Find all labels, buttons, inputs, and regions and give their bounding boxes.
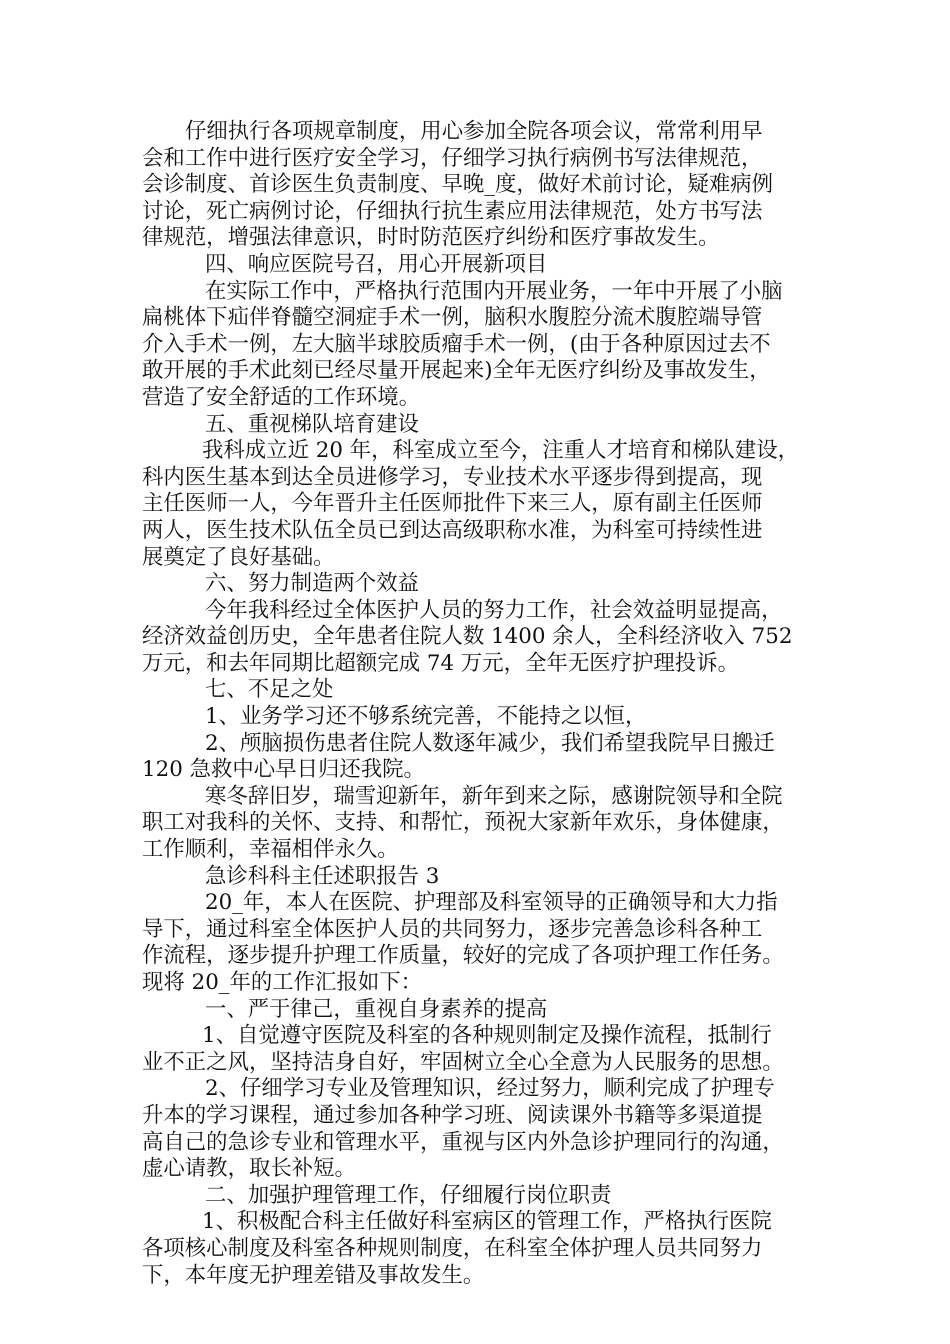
text-line: 120 急救中心早日归还我院。 [142,757,425,783]
text-line: 讨论，死亡病例讨论，仔细执行抗生素应用法律规范，处方书写法 [142,198,763,224]
text-line: 2、颅脑损伤患者住院人数逐年减少，我们希望我院早日搬迁 [205,730,775,756]
text-line: 虚心请教，取长补短。 [142,1156,356,1182]
text-line: 1、自觉遵守医院及科室的各种规则制定及操作流程，抵制行 [202,1023,772,1049]
text-line: 主任医师一人，今年晋升主任医师批件下来三人，原有副主任医师 [142,491,763,517]
text-line: 六、努力制造两个效益 [205,571,419,597]
text-line: 1、业务学习还不够系统完善，不能持之以恒， [205,704,647,730]
text-line: 会诊制度、首诊医生负责制度、早晚_度，做好术前讨论，疑难病例 [142,172,774,198]
text-line: 1、积极配合科主任做好科室病区的管理工作，严格执行医院 [202,1209,772,1235]
text-line: 律规范，增强法律意识，时时防范医疗纠纷和医疗事故发生。 [142,225,720,251]
text-line: 2、仔细学习专业及管理知识，经过努力，顺利完成了护理专 [205,1076,775,1102]
document-body [142,119,822,1289]
text-line: 现将 20_年的工作汇报如下： [142,970,423,995]
text-line: 展奠定了良好基础。 [142,544,335,570]
text-line: 作流程，逐步提升护理工作质量，较好的完成了各项护理工作任务。 [142,943,784,969]
text-line: 会和工作中进行医疗安全学习，仔细学习执行病例书写法律规范， [142,145,763,171]
text-line: 高自己的急诊专业和管理水平，重视与区内外急诊护理同行的沟通， [142,1129,784,1155]
text-line: 业不正之风，坚持洁身自好，牢固树立全心全意为人民服务的思想。 [142,1049,784,1075]
text-line: 二、加强护理管理工作，仔细履行岗位职责 [205,1182,612,1208]
text-line: 一、严于律己，重视自身素养的提高 [205,996,548,1022]
text-line: 五、重视梯队培育建设 [205,411,419,437]
text-line: 我科成立近 20 年，科室成立至今，注重人才培育和梯队建设， [202,438,799,464]
text-line: 营造了安全舒适的工作环境。 [142,384,421,410]
text-line: 工作顺利，幸福相伴永久。 [142,837,399,863]
text-line: 职工对我科的关怀、支持、和帮忙，预祝大家新年欢乐，身体健康， [142,810,784,836]
text-line: 万元，和去年同期比超额完成 74 万元，全年无医疗护理投诉。 [142,650,739,676]
text-line: 下，本年度无护理差错及事故发生。 [142,1262,485,1288]
text-line: 科内医生基本到达全员进修学习，专业技术水平逐步得到提高，现 [142,464,763,490]
text-line: 20_年，本人在医院、护理部及科室领导的正确领导和大力指 [205,890,778,916]
text-line: 今年我科经过全体医护人员的努力工作，社会效益明显提高， [205,597,783,623]
text-line: 敢开展的手术此刻已经尽量开展起来)全年无医疗纠纷及事故发生， [142,358,771,384]
text-line: 两人，医生技术队伍全员已到达高级职称水准，为科室可持续性进 [142,517,763,543]
text-line: 在实际工作中，严格执行范围内开展业务，一年中开展了小脑 [205,278,783,304]
text-line: 仔细执行各项规章制度，用心参加全院各项会议，常常利用早 [185,119,763,144]
text-line: 导下，通过科室全体医护人员的共同努力，逐步完善急诊科各种工 [142,916,763,942]
text-line: 寒冬辞旧岁，瑞雪迎新年，新年到来之际，感谢院领导和全院 [205,783,783,809]
text-line: 各项核心制度及科室各种规则制度，在科室全体护理人员共同努力 [142,1235,763,1261]
text-line: 七、不足之处 [205,677,334,703]
text-line: 经济效益创历史，全年患者住院人数 1400 余人，全科经济收入 752 [142,624,793,650]
text-line: 四、响应医院号召，用心开展新项目 [205,251,548,277]
text-line: 介入手术一例，左大脑半球胶质瘤手术一例，(由于各种原因过去不 [142,331,771,357]
text-line: 急诊科科主任述职报告 3 [205,863,440,889]
text-line: 扁桃体下疝伴脊髓空洞症手术一例，脑积水腹腔分流术腹腔端导管 [142,305,763,331]
text-line: 升本的学习课程，通过参加各种学习班、阅读课外书籍等多渠道提 [142,1102,763,1128]
